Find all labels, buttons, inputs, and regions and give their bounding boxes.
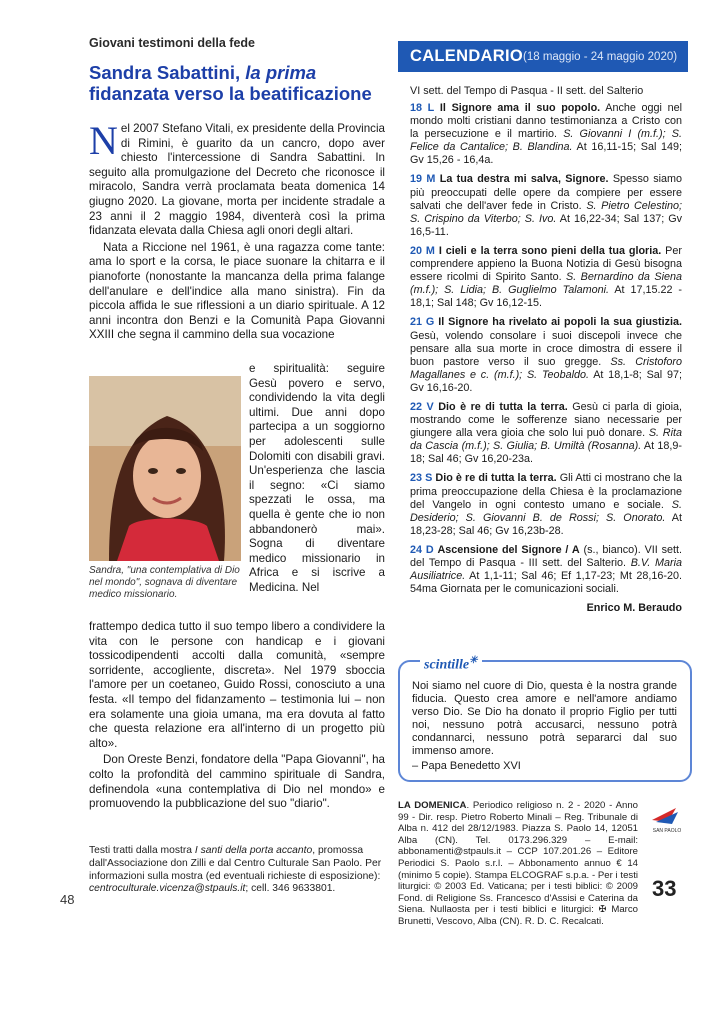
credit-mid: , promossa dall'Associazione don Zilli e dal Centro Culturale San Paolo. Per informazioni sulla mostra (ed eventuali richieste di esposizione): [89, 845, 382, 882]
calendar-entry-title: La tua destra mi salva, Signore. [439, 173, 609, 186]
portrait-image [89, 376, 241, 561]
calendar-entry [410, 401, 682, 466]
calendar-entry [410, 173, 682, 238]
colophon [398, 800, 638, 928]
calendar-entry [410, 102, 682, 167]
calendar-entry-text: Gesù ci parla di gioia, mostrando come le sofferenze siano necessarie per giungere alla vera gioia che solo lui può donare. [410, 400, 682, 440]
calendar-day: 19 M [410, 173, 436, 186]
article-paragraph-2: Nata a Riccione nel 1961, è una ragazza come tante: ama lo sport e la corsa, le piace suonare la chitarra e il pianoforte (nonostante la mancanza della prima falange dell'anulare e dell'indice alla mano sinistra). Fin da piccola affida le sue riflessioni a un diario spirituale. A 12 anni incontra don Benzi e la Comunità Papa Giovanni XXIII che segna il cammino della sua vocazione [89, 240, 385, 342]
title-line2: fidanzata verso la beatificazione [89, 83, 372, 104]
calendar-entry-refs: At 18,1-8; Sal 97; Gv 16,16-20. [410, 368, 682, 394]
portrait-photo [89, 376, 241, 561]
calendar-entry-text: (s., bianco). VII sett. del Tempo di Pasqua - III sett. del Salterio. [410, 543, 683, 569]
calendar-entry-title: Dio è re di tutta la terra. [438, 400, 568, 413]
article-paragraph-1-text: el 2007 Stefano Vitali, ex presidente della Provincia di Rimini, è guarito da un cancro, dopo aver chiesto l'intercessione di Sandra Sabattini. In seguito alla promulgazione del Decreto che riconosce il miracolo, Sandra verrà proclamata beata domenica 14 giugno 2020. La giovane, morta per incidente stradale a 23 anni il 2 maggio 1984, diventerà così la prima fidanzata elevata dalla Chiesa agli onori degli altari. [89, 122, 385, 238]
calendar-day: 18 L [410, 102, 435, 114]
logo-text: SAN PAOLO [652, 828, 682, 834]
calendar-entry-text: Spesso siamo più preoccupati delle opere da compiere per essere salvati che dell'aver fede in Cristo. [410, 173, 682, 212]
article-wrap-column: e spiritualità: seguire Gesù povero e servo, condividendo la vita degli ultimi. Due anni dopo partecipa a un soggiorno per adolescenti sulle Dolomiti con disabili gravi. Un'esperienza che lascia il segno: «Ci siamo spezzati le ossa, ma quella è gente che io non abbandonerò mai». Sogna di diventare medico missionario in Africa e si iscrive a Medicina. Nel [249, 362, 385, 594]
credit-email-link[interactable]: centroculturale.vicenza@stpauls.it [89, 883, 246, 895]
calendar-heading: CALENDARIO [410, 47, 523, 65]
calendar-entry-refs: At 16,22-34; Sal 137; Gv 16,5-11. [410, 212, 682, 238]
article-body [89, 118, 385, 345]
credit-phone: ; cell. 346 9633801. [245, 883, 336, 895]
calendar-entry-title: Il Signore ama il suo popolo. [439, 102, 601, 114]
calendar-entry-refs: At 17,15.22 - 18,1; Sal 148; Gv 16,12-15. [410, 284, 682, 310]
calendar-subtitle: VI sett. del Tempo di Pasqua - II sett. del Salterio [410, 85, 644, 97]
calendar-entry-saints: Ss. Cristoforo Magallanes e c. (m.f.); S. Teobaldo. [410, 355, 682, 381]
calendar-day: 22 V [410, 400, 434, 413]
colophon-text: . Periodico religioso n. 2 - 2020 - Anno 99 - Dir. resp. Pietro Roberto Minali – Reg. Tribunale di Alba n. 412 del 28/12/1983. Piazza S. Paolo 14, 12051 Alba (CN). Tel. 0173.296.329 – E-mail: abbonamenti@stpauls.it – CCP 107.201.26 – Editore Periodici S. Paolo s.r.l. – Abbonamento annuo € 14 (minimo 5 copie). Stampa ELCOGRAF s.p.a. - Per i testi liturgici: © 2003 Ed. Vaticana; per i testi biblici: © 2009 Fond. di Religione Ss. Francesco d'Assisi e Caterina da Siena. Nullaosta per i testi biblici e liturgici: ✠ Marco Brunetti, Vescovo, Alba (CN). R. D. C. Recalcati. [398, 800, 638, 927]
calendar-entry-saints: S. Pietro Celestino; S. Crispino da Viterbo; S. Ivo. [410, 199, 682, 225]
calendar-entry [410, 544, 682, 596]
calendar-author: Enrico M. Beraudo [586, 602, 682, 615]
calendar-entry-text: Gesù, volendo consolare i suoi discepoli invece che pensare alla sua morte in croce dimostra di essere il buon pastore verso il suo gregge. [410, 329, 682, 368]
scintille-quote: Noi siamo nel cuore di Dio, questa è la nostra grande fiducia. Questo crea amore e nell'amore andiamo verso Dio. Se Dio ha donato il proprio Figlio per tutti noi, nessuno potrà accusarci, nessuno potrà condannarci, nessuno potrà separarci dal suo immenso amore. [412, 680, 677, 757]
calendar-entry-saints: S. Rita da Cascia (m.f.); S. Giulia; B. Umiltà (Rosanna). [410, 427, 682, 453]
calendar-entry-title: Ascensione del Signore / A [437, 543, 580, 556]
calendar-entry-saints: S. Giovanni I (m.f.); S. Felice da Cantalice; B. Blandina. [410, 128, 682, 154]
logo-icon [646, 802, 688, 834]
calendar-entry-refs: At 18,23-28; Sal 46; Gv 16,23b-28. [410, 511, 683, 537]
calendar-entry-saints: S. Bernardino da Siena (m.f.); S. Lidia; B. Guglielmo Talamoni. [410, 271, 682, 297]
calendar-day: 24 D [410, 543, 434, 556]
article-lower [89, 620, 385, 814]
article-paragraph-4: Don Oreste Benzi, fondatore della "Papa Giovanni", ha colto la profondità del cammino spirituale di Sandra, definendola «una contemplativa di Dio nel mondo» e promuovendo la pubblicazione del suo "diario". [89, 753, 385, 811]
page-number-right: 33 [652, 876, 677, 901]
title-name: Sandra Sabattini, [89, 62, 241, 83]
calendar-entry [410, 245, 682, 310]
scintille-signature: – Papa Benedetto XVI [412, 760, 521, 772]
credit-pre: Testi tratti dalla mostra [89, 845, 195, 856]
article-paragraph-3: frattempo dedica tutto il suo tempo libero a condividere la vita con le persone con handicap e i giovani tossicodipendenti accolti dalla comunità, «sempre sorridente, accogliente, discreta». Nel 1979 sboccia l'amore per un coetaneo, Guido Rossi, conosciuto a una festa. «Il tempo del fidanzamento – testimonia lui – non era solamente una gioia umana, ma era dovuta al fatto che questa relazione era all'interno di un progetto più alto». [89, 620, 385, 750]
scintille-title-text: scintille [424, 657, 470, 673]
credit-exhibition-title: I santi della porta accanto [194, 845, 313, 856]
sparkle-icon: ✳ [469, 655, 478, 666]
calendar-entry [410, 316, 682, 395]
calendar-day: 20 M [410, 244, 435, 257]
calendar-entry-text: Anche oggi nel mondo molti cristiani danno testimonianza a Cristo con la persecuzione e il martirio. [410, 102, 682, 141]
calendar-entry-text: Gli Atti ci mostrano che la prima preoccupazione della Chiesa è la proclamazione del Vangelo in ogni contesto umano e sociale. [410, 472, 683, 511]
calendar-entry-text: Per comprendere appieno la Buona Notizia di Gesù bisogna essere ricolmi di Spirito Santo. [410, 244, 682, 284]
calendar-entry-saints: B.V. Maria Ausiliatrice. [410, 557, 682, 583]
title-italic: la prima [240, 62, 317, 83]
calendar-entry [410, 472, 682, 537]
colophon-name: LA DOMENICA [398, 800, 467, 811]
section-kicker: Giovani testimoni della fede [89, 36, 256, 50]
calendar-header-bar [398, 41, 688, 72]
calendar-list [410, 102, 682, 615]
dropcap: N [89, 118, 118, 163]
article-title [89, 62, 389, 104]
exhibition-credit [89, 845, 385, 896]
calendar-day: 23 S [410, 472, 433, 485]
calendar-dates: (18 maggio - 24 maggio 2020) [523, 51, 678, 63]
calendar-entry-title: Dio è re di tutta la terra. [435, 472, 557, 485]
calendar-entry-refs: At 16,11-15; Sal 149; Gv 15,26 - 16,4a. [410, 141, 682, 167]
article-paragraph-1 [89, 118, 385, 239]
photo-caption: Sandra, "una contemplativa di Dio nel mondo", sognava di diventare medico missionario. [89, 565, 240, 600]
calendar-entry-saints: S. Desiderio; S. Giovanni B. de Rossi; S. Onorato. [410, 498, 682, 524]
calendar-day: 21 G [410, 316, 435, 329]
san-paolo-logo [646, 802, 688, 834]
calendar-entry-refs: At 18,9-18; Sal 46; Gv 16,20-23a. [410, 440, 683, 466]
calendar-entry-title: Il Signore ha rivelato ai popoli la sua giustizia. [438, 316, 682, 329]
scintille-title [420, 655, 482, 674]
page-number-left: 48 [60, 892, 75, 907]
calendar-entry-title: I cieli e la terra sono pieni della tua gloria. [438, 244, 662, 257]
calendar-entry-refs: At 1,1-11; Sal 46; Ef 1,17-23; Mt 28,16-20. 54ma Giornata per le comunicazioni sociali. [410, 570, 682, 596]
